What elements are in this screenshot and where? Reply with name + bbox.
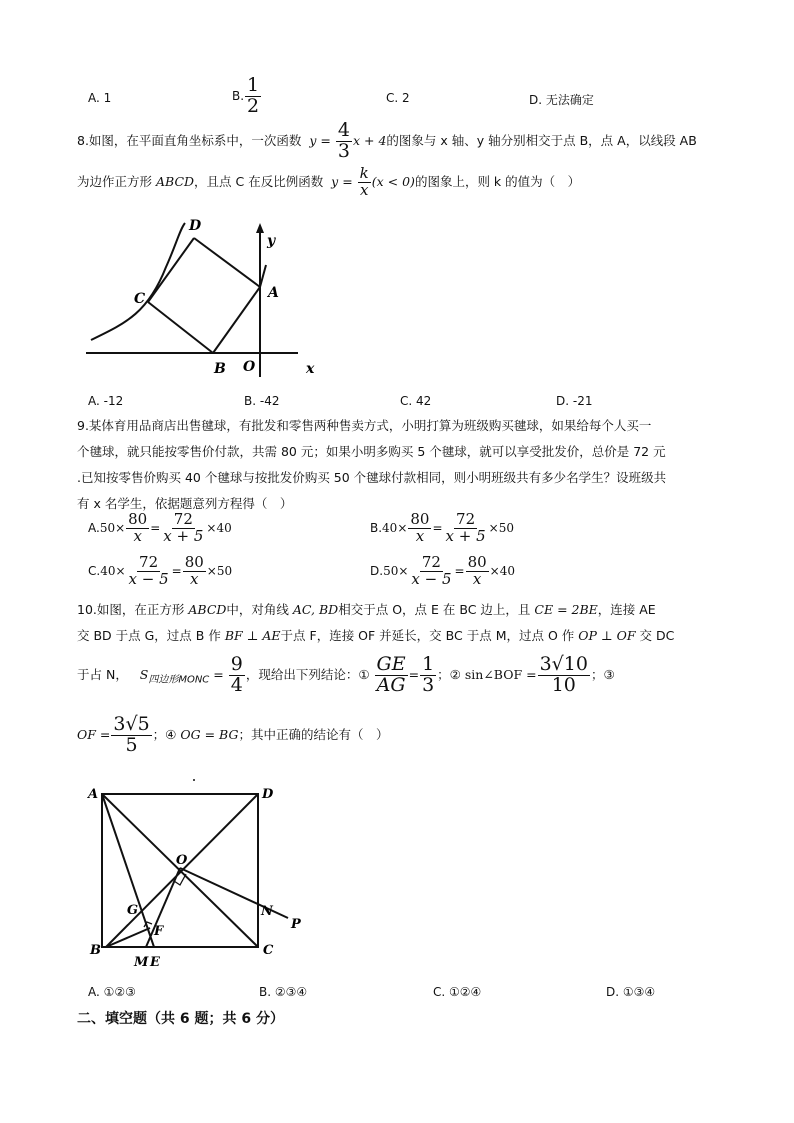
segment-dc (148, 238, 194, 302)
q9-option-b: B.40× $\frac{80}{x}$ = $\frac{72}{x + 5}$ ×50 (370, 510, 514, 545)
q9-line-2: 个毽球，就只能按零售价付款，共需 80 元；如果小明多购买 5 个毽球，就可以享受批发价，总价是 72 元 (77, 444, 666, 459)
q9-option-c: C.40× $\frac{72}{x - 5}$ = $\frac{80}{x}$ ×50 (88, 553, 233, 588)
q9-option-d: D.50× $\frac{72}{x - 5}$ = $\frac{80}{x}$ ×40 (370, 553, 515, 588)
segment-cb (148, 302, 213, 353)
q7-option-d: D. 无法确定 (529, 93, 594, 107)
q10-line-3: 于占 N， $S_{四边形MONC}$ = $\frac{9}{4}$ ，现给出下列结论：① $\frac{GE}{AG}$ = $\frac{1}{3}$ ；② sin∠BOF = $\frac{3√10}{10}$ ；③ (77, 653, 615, 696)
q8-figure (86, 205, 326, 380)
q10-option-c: C. ①②④ (433, 985, 482, 999)
q8-option-b: B. -42 (244, 394, 280, 408)
q8-option-d: D. -21 (556, 394, 593, 408)
label-y: y (267, 233, 276, 249)
label-b: B (90, 943, 101, 958)
label-d: D (262, 787, 274, 802)
q10-line-2: 交 BD 于点 G，过点 B 作 BF ⊥ AE于点 F，连接 OF 并延长，交 BC 于点 M，过点 O 作 OP ⊥ OF 交 DC (77, 628, 675, 643)
q7-option-b-fraction: $\frac{1}{2}$ (247, 74, 260, 117)
q8-slope-fraction: $\frac{4}{3}$ (337, 119, 350, 162)
q9-line-3: .已知按零售价购买 40 个毽球与按批发价购买 50 个毽球付款相同，则小明班级共有多少名学生？设班级共 (77, 470, 667, 485)
segment-bf (106, 928, 150, 947)
q9-line-1: 9.某体育用品商店出售毽球，有批发和零售两种售卖方式，小明打算为班级购买毽球，如果给每个人买一 (77, 418, 652, 433)
q7-option-a: A. 1 (88, 91, 112, 105)
q8-line-2: 为边作正方形 ABCD，且点 C 在反比例函数 y = $\frac{k}{x}$ (x < 0)的图象上，则 k 的值为（ ） (77, 164, 581, 199)
q10-option-d: D. ①③④ (606, 985, 656, 999)
label-f: F (154, 924, 164, 939)
label-o: O (176, 853, 188, 868)
label-c: C (263, 943, 274, 958)
label-p: P (291, 917, 301, 932)
y-axis-arrow (256, 223, 264, 233)
q8-option-c: C. 42 (400, 394, 432, 408)
q8-option-a: A. -12 (88, 394, 124, 408)
q10-line-4: OF = $\frac{3√5}{5}$ ；④ OG = BG；其中正确的结论有（ ） (77, 713, 389, 756)
hyperbola-curve (91, 223, 185, 340)
label-m: M (134, 955, 149, 970)
q7-option-b (232, 76, 262, 117)
segment-ba (213, 287, 260, 353)
label-c: C (134, 291, 146, 307)
q8-line-1: 8.如图，在平面直角坐标系中，一次函数 y = $\frac{4}{3}$ x + 4的图象与 x 轴、y 轴分别相交于点 B，点 A，以线段 AB (77, 119, 697, 162)
q7-option-c: C. 2 (386, 91, 410, 105)
q10-option-b: B. ②③④ (259, 985, 308, 999)
label-d: D (189, 218, 202, 234)
q10-figure (84, 776, 314, 976)
label-g: G (127, 903, 139, 918)
label-b: B (214, 361, 226, 377)
segment-ad (194, 238, 260, 287)
section-2-title: 二、填空题（共 6 题；共 6 分） (77, 1011, 284, 1027)
label-x: x (306, 361, 315, 377)
label-e: E (150, 955, 160, 970)
q7-option-b-label: B. (232, 88, 245, 103)
label-a: A (88, 787, 99, 802)
q9-option-a: A.50× $\frac{80}{x}$ = $\frac{72}{x + 5}$ ×40 (88, 510, 232, 545)
ink-dot (193, 779, 195, 781)
q10-line-1: 10.如图，在正方形 ABCD中，对角线 AC, BD相交于点 O，点 E 在 BC 边上，且 CE = 2BE，连接 AE (77, 602, 656, 617)
label-a: A (268, 285, 279, 301)
q8-inverse-fraction: $\frac{k}{x}$ (359, 164, 369, 199)
label-o: O (243, 359, 256, 375)
q9-line-4: 有 x 名学生，依据题意列方程得（ ） (77, 496, 293, 511)
label-n: N (261, 904, 273, 919)
q10-option-a: A. ①②③ (88, 985, 136, 999)
